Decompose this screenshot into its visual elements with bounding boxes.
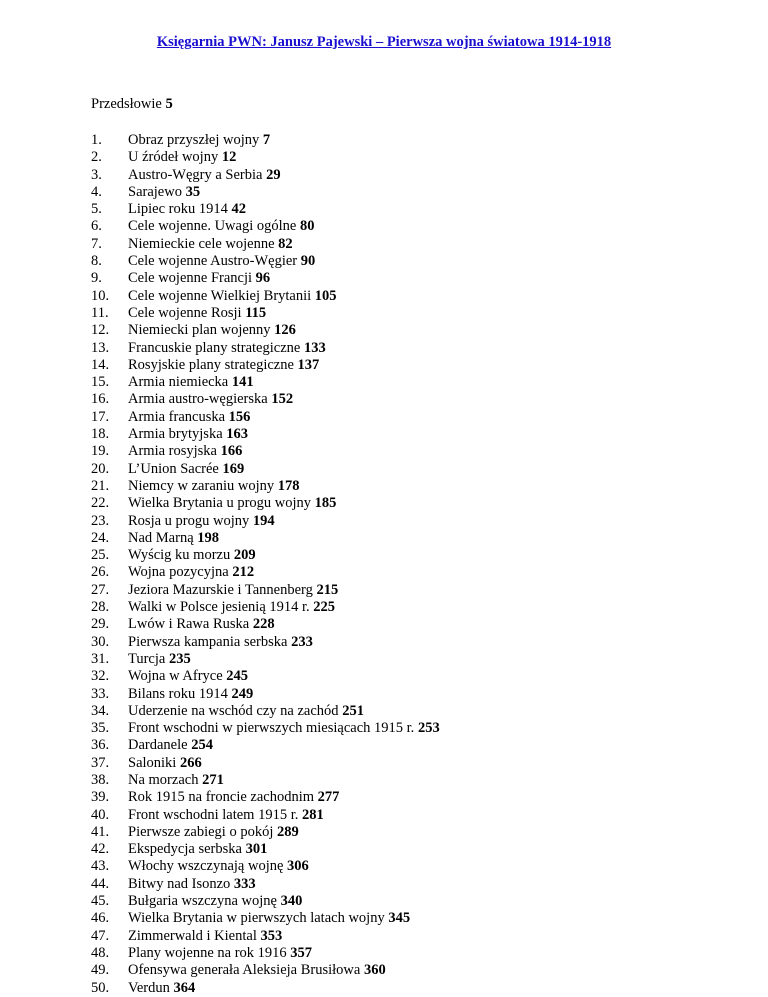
- toc-entry-number: 9.: [91, 270, 102, 287]
- toc-entry-title: Dardanele: [128, 737, 188, 754]
- toc-entry-title: Wojna pozycyjna: [128, 564, 229, 581]
- toc-entry-page-number: 277: [317, 789, 340, 806]
- toc-entry-page-number: 166: [220, 443, 243, 460]
- toc-entry-page-number: 360: [363, 962, 386, 979]
- toc-entry-title: Wielka Brytania u progu wojny: [128, 495, 312, 512]
- toc-entry: [91, 841, 440, 858]
- toc-entry-number: 39.: [91, 789, 110, 806]
- toc-entry-title: Cele wojenne Wielkiej Brytanii: [128, 287, 312, 304]
- toc-entry-title: Walki w Polsce jesienią 1914 r.: [128, 599, 310, 616]
- toc-entry: [91, 426, 440, 443]
- toc-entry: [91, 305, 440, 322]
- toc-entry: [91, 824, 440, 841]
- toc-entry: [91, 253, 440, 270]
- toc-entry-number: 22.: [91, 495, 110, 512]
- toc-entry-page-number: 266: [179, 754, 202, 771]
- toc-entry-title: Wojna w Afryce: [128, 668, 223, 685]
- toc-entry-title: Rok 1915 na froncie zachodnim: [128, 789, 315, 806]
- toc-entry-number: 46.: [91, 910, 110, 927]
- toc-entry: [91, 288, 440, 305]
- toc-entry-number: 35.: [91, 720, 110, 737]
- toc-entry-title: Plany wojenne na rok 1916: [128, 944, 287, 961]
- toc-entry-title: Armia austro-węgierska: [128, 391, 268, 408]
- toc-entry-number: 10.: [91, 287, 110, 304]
- toc-entry-number: 49.: [91, 962, 110, 979]
- toc-entry-number: 3.: [91, 166, 102, 183]
- toc-entry-title: Front wschodni w pierwszych miesiącach 1915 r.: [128, 720, 415, 737]
- toc-entry-number: 13.: [91, 339, 110, 356]
- toc-entry-title: Bitwy nad Isonzo: [128, 875, 231, 892]
- toc-entry: [91, 668, 440, 685]
- toc-entry-number: 37.: [91, 754, 110, 771]
- toc-entry-number: 21.: [91, 477, 110, 494]
- toc-entry-page-number: 235: [168, 650, 191, 667]
- toc-entry-page-number: 194: [252, 512, 275, 529]
- toc-entry-number: 2.: [91, 149, 102, 166]
- toc-entry-number: 16.: [91, 391, 110, 408]
- toc-entry-title: Rosyjskie plany strategiczne: [128, 356, 294, 373]
- toc-entry: [91, 132, 440, 149]
- toc-entry-title: Wyścig ku morzu: [128, 547, 231, 564]
- toc-entry-title: Na morzach: [128, 771, 199, 788]
- toc-entry-title: Lwów i Rawa Ruska: [128, 616, 250, 633]
- toc-entry-number: 41.: [91, 823, 110, 840]
- toc-entry-page-number: 12: [221, 149, 237, 166]
- toc-entry-page-number: 212: [232, 564, 255, 581]
- toc-entry-title: Saloniki: [128, 754, 177, 771]
- page-title[interactable]: Księgarnia PWN: Janusz Pajewski – Pierwsza wojna światowa 1914-1918: [156, 34, 612, 50]
- toc-entry-number: 47.: [91, 927, 110, 944]
- toc-entry-page-number: 115: [245, 304, 267, 321]
- toc-entry: [91, 945, 440, 962]
- toc-entry-title: Jeziora Mazurskie i Tannenberg: [128, 581, 313, 598]
- toc-entry-number: 40.: [91, 806, 110, 823]
- toc-entry: [91, 807, 440, 824]
- toc-entry-title: Pierwsza kampania serbska: [128, 633, 288, 650]
- toc-entry: [91, 928, 440, 945]
- toc-entry: [91, 772, 440, 789]
- toc-entry: [91, 409, 440, 426]
- toc-entry-page-number: 198: [197, 529, 220, 546]
- toc-entry-page-number: 169: [222, 460, 245, 477]
- toc-entry: [91, 651, 440, 668]
- toc-entry: [91, 755, 440, 772]
- toc-entry-title: Włochy wszczynają wojnę: [128, 858, 284, 875]
- toc-entry-number: 20.: [91, 460, 110, 477]
- toc-entry: [91, 876, 440, 893]
- toc-entry-title: U źródeł wojny: [128, 149, 219, 166]
- toc-entry: [91, 634, 440, 651]
- toc-entry: [91, 443, 440, 460]
- toc-entry-title: Verdun: [128, 979, 170, 996]
- toc-entry-page-number: 281: [302, 806, 324, 823]
- toc-entry: [91, 270, 440, 287]
- toc-entry: [91, 703, 440, 720]
- toc-entry-page-number: 245: [226, 668, 249, 685]
- toc-entry-number: 28.: [91, 599, 110, 616]
- toc-entry-page-number: 333: [233, 875, 256, 892]
- toc-entry-number: 1.: [91, 132, 102, 148]
- toc-entry-title: Lipiec roku 1914: [128, 201, 228, 218]
- toc-entry-page-number: 42: [231, 201, 246, 218]
- toc-entry-number: 24.: [91, 529, 110, 546]
- toc-entry: [91, 720, 440, 737]
- toc-entry-title: L’Union Sacrée: [128, 460, 219, 477]
- toc-entry-number: 30.: [91, 633, 110, 650]
- toc-entry-number: 43.: [91, 858, 110, 875]
- preface-label: Przedsłowie: [91, 96, 162, 112]
- toc-entry: [91, 789, 440, 806]
- toc-entry-page-number: 152: [271, 391, 294, 408]
- toc-entry-page-number: 185: [314, 495, 337, 512]
- toc-entry-number: 44.: [91, 875, 110, 892]
- toc-entry: [91, 858, 440, 875]
- toc-entry-title: Rosja u progu wojny: [128, 512, 250, 529]
- toc-entry-title: Bułgaria wszczyna wojnę: [128, 893, 277, 910]
- toc-entry: [91, 893, 440, 910]
- toc-entry-number: 33.: [91, 685, 110, 702]
- toc-entry-number: 19.: [91, 443, 110, 460]
- toc-entry-page-number: 271: [202, 771, 224, 788]
- toc-entry-number: 45.: [91, 893, 110, 910]
- toc-entry-title: Cele wojenne Francji: [128, 270, 253, 287]
- toc-entry-title: Wielka Brytania w pierwszych latach wojny: [128, 910, 385, 927]
- toc-entry: [91, 218, 440, 235]
- toc-entry-page-number: 253: [417, 720, 440, 737]
- toc-entry: [91, 616, 440, 633]
- toc-entry-page-number: 249: [231, 685, 254, 702]
- toc-entry: [91, 322, 440, 339]
- toc-entry-page-number: 141: [231, 374, 254, 391]
- toc-entry-number: 4.: [91, 183, 102, 200]
- toc-entry: [91, 513, 440, 530]
- toc-entry-number: 18.: [91, 426, 110, 443]
- toc-entry-page-number: 209: [233, 547, 256, 564]
- toc-entry-number: 12.: [91, 322, 110, 339]
- toc-entry: [91, 391, 440, 408]
- toc-entry-page-number: 225: [313, 599, 336, 616]
- toc-entry: [91, 461, 440, 478]
- toc-entry: [91, 340, 440, 357]
- toc-entry-page-number: 126: [274, 322, 296, 339]
- toc-entry-number: 26.: [91, 564, 110, 581]
- toc-entry-page-number: 82: [278, 235, 293, 252]
- toc-entry-number: 17.: [91, 408, 110, 425]
- toc-entry: [91, 962, 440, 979]
- toc-entry-number: 34.: [91, 702, 110, 719]
- toc-entry-page-number: 215: [316, 581, 339, 598]
- toc-entry: [91, 564, 440, 581]
- toc-entry-page-number: 156: [228, 408, 251, 425]
- toc-entry-page-number: 301: [245, 841, 268, 858]
- toc-entry-number: 38.: [91, 771, 110, 788]
- toc-entry-page-number: 345: [388, 910, 411, 927]
- toc-entry-title: Sarajewo: [128, 183, 182, 200]
- toc-entry-number: 48.: [91, 944, 110, 961]
- toc-entry-number: 36.: [91, 737, 110, 754]
- toc-entry-number: 8.: [91, 253, 102, 270]
- toc-entry-number: 32.: [91, 668, 110, 685]
- toc-entry: [91, 737, 440, 754]
- toc-entry-title: Armia rosyjska: [128, 443, 217, 460]
- toc-entry: [91, 910, 440, 927]
- toc-entry: [91, 530, 440, 547]
- toc-entry-page-number: 163: [226, 426, 249, 443]
- toc-entry-page-number: 228: [252, 616, 275, 633]
- toc-entry-page-number: 178: [277, 477, 300, 494]
- toc-entry-title: Armia niemiecka: [128, 374, 229, 391]
- toc-entry-number: 25.: [91, 547, 110, 564]
- toc-entry: [91, 374, 440, 391]
- toc-entry: [91, 201, 440, 218]
- toc-entry-page-number: 357: [290, 944, 313, 961]
- toc-entry-page-number: 90: [300, 253, 316, 270]
- toc-entry-number: 42.: [91, 841, 110, 858]
- toc-entry-title: Ofensywa generała Aleksieja Brusiłowa: [128, 962, 361, 979]
- toc-entry-title: Turcja: [128, 650, 166, 667]
- toc-entry-page-number: 340: [280, 893, 303, 910]
- toc-entry-number: 7.: [91, 235, 102, 252]
- toc-entry-page-number: 137: [297, 356, 320, 373]
- toc-entry-page-number: 233: [291, 633, 313, 650]
- toc-entry-title: Niemieckie cele wojenne: [128, 235, 275, 252]
- toc-entry-page-number: 105: [314, 287, 337, 304]
- toc-entry: [91, 582, 440, 599]
- toc-entry-number: 14.: [91, 356, 110, 373]
- toc-entry-number: 50.: [91, 979, 110, 996]
- toc-entry-page-number: 96: [255, 270, 271, 287]
- toc-entry: [91, 495, 440, 512]
- toc-entry-number: 29.: [91, 616, 110, 633]
- toc-entry-title: Obraz przyszłej wojny: [128, 132, 260, 148]
- toc-entry-number: 5.: [91, 201, 102, 218]
- toc-entry-title: Nad Marną: [128, 529, 194, 546]
- toc-entry-page-number: 7: [262, 132, 271, 148]
- toc-entry-title: Francuskie plany strategiczne: [128, 339, 301, 356]
- toc-entry-title: Cele wojenne. Uwagi ogólne: [128, 218, 297, 235]
- toc-entry: [91, 547, 440, 564]
- toc-entry: [91, 357, 440, 374]
- toc-entry-page-number: 251: [342, 702, 364, 719]
- toc-entry-title: Armia francuska: [128, 408, 226, 425]
- toc-entry-title: Ekspedycja serbska: [128, 841, 242, 858]
- preface-page-number: 5: [165, 96, 173, 112]
- toc-entry: [91, 599, 440, 616]
- toc-entry-page-number: 289: [277, 823, 299, 840]
- toc-entry-number: 11.: [91, 304, 109, 321]
- toc-entry-page-number: 254: [191, 737, 213, 754]
- table-of-contents: [91, 132, 440, 997]
- toc-entry-number: 6.: [91, 218, 102, 235]
- toc-entry: [91, 149, 440, 166]
- toc-entry-title: Austro-Węgry a Serbia: [128, 166, 263, 183]
- toc-entry-page-number: 306: [287, 858, 309, 875]
- toc-entry-number: 31.: [91, 650, 110, 667]
- toc-entry-page-number: 35: [185, 183, 201, 200]
- toc-entry-page-number: 353: [260, 927, 283, 944]
- toc-entry-title: Zimmerwald i Kiental: [128, 927, 257, 944]
- toc-entry-number: 15.: [91, 374, 110, 391]
- toc-entry-title: Niemiecki plan wojenny: [128, 322, 271, 339]
- toc-entry: [91, 980, 440, 997]
- toc-entry: [91, 686, 440, 703]
- toc-entry: [91, 167, 440, 184]
- toc-entry: [91, 184, 440, 201]
- toc-entry-page-number: 80: [299, 218, 315, 235]
- toc-entry-title: Pierwsze zabiegi o pokój: [128, 823, 274, 840]
- toc-entry-title: Uderzenie na wschód czy na zachód: [128, 702, 339, 719]
- toc-entry-title: Front wschodni latem 1915 r.: [128, 806, 299, 823]
- toc-entry-title: Armia brytyjska: [128, 426, 223, 443]
- toc-entry-page-number: 133: [303, 339, 326, 356]
- toc-entry-title: Bilans roku 1914: [128, 685, 228, 702]
- preface-entry: [91, 96, 173, 113]
- toc-entry: [91, 478, 440, 495]
- toc-entry-title: Cele wojenne Austro-Węgier: [128, 253, 298, 270]
- toc-entry-page-number: 29: [266, 166, 281, 183]
- toc-entry-page-number: 364: [173, 979, 196, 996]
- toc-entry-title: Niemcy w zaraniu wojny: [128, 477, 275, 494]
- toc-entry: [91, 236, 440, 253]
- toc-entry-title: Cele wojenne Rosji: [128, 304, 242, 321]
- toc-entry-number: 27.: [91, 581, 110, 598]
- toc-entry-number: 23.: [91, 512, 110, 529]
